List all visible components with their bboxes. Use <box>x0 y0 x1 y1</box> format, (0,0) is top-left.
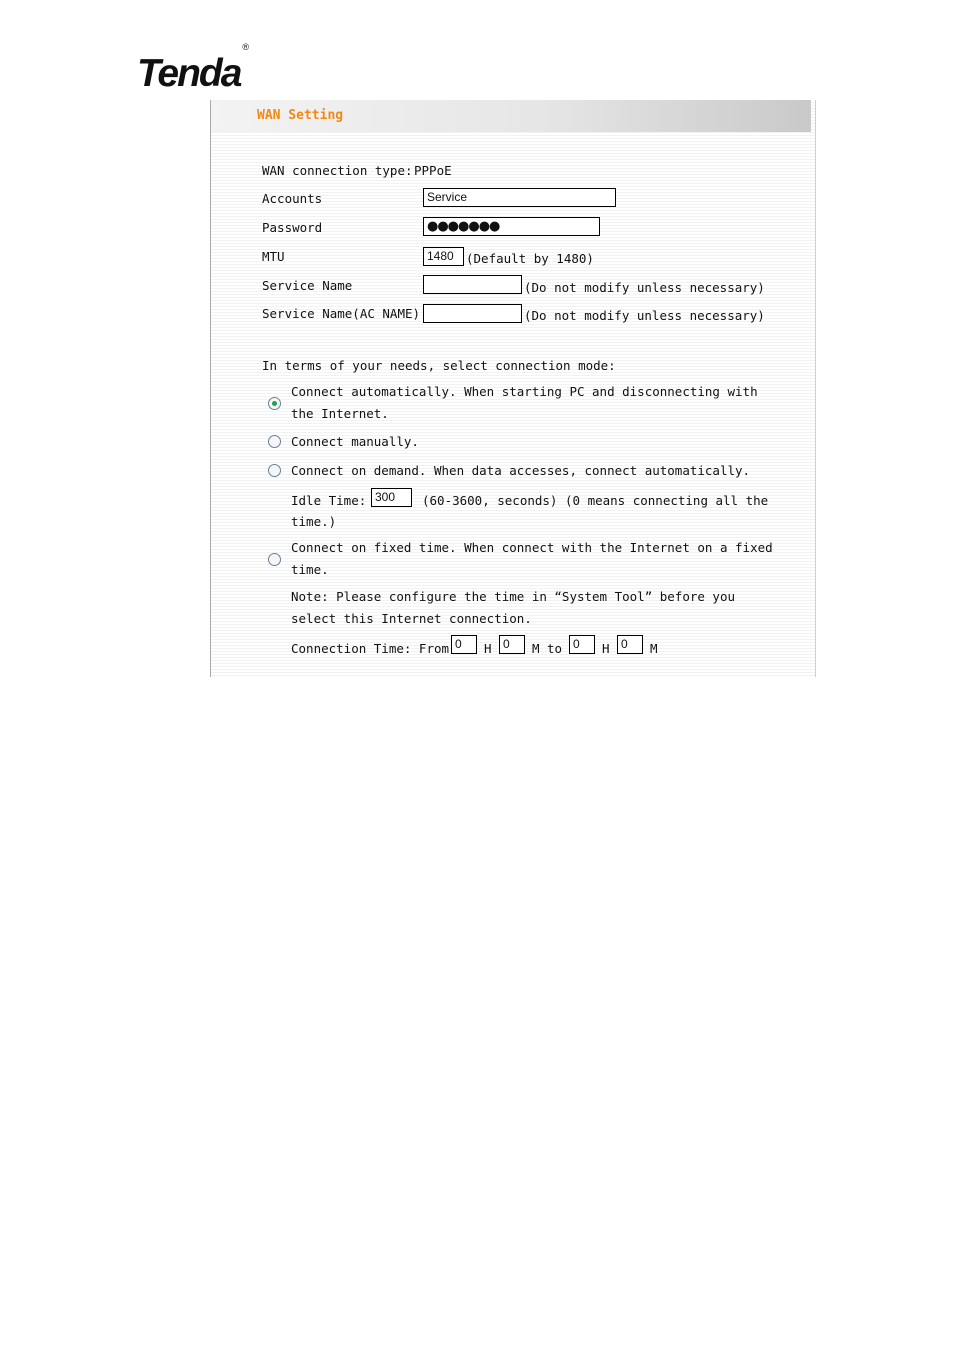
idle-time-note: (60-3600, seconds) (0 means connecting all the <box>422 493 769 508</box>
mode-fixed-line2: time. <box>291 562 329 577</box>
wan-setting-panel <box>210 100 816 677</box>
radio-manual[interactable] <box>268 435 281 448</box>
password-input[interactable]: ●●●●●●● <box>423 217 600 236</box>
wan-type-value: PPPoE <box>414 163 452 178</box>
from-hour-input[interactable]: 0 <box>451 635 477 654</box>
mode-auto-line1: Connect automatically. When starting PC and disconnecting with <box>291 384 758 399</box>
to-minute-unit: M <box>650 641 658 656</box>
ac-name-note: (Do not modify unless necessary) <box>524 308 765 323</box>
mode-manual-label: Connect manually. <box>291 434 419 449</box>
accounts-label: Accounts <box>262 191 323 206</box>
note-line1: Note: Please configure the time in “System Tool” before you <box>291 589 736 604</box>
registered-mark: ® <box>242 42 250 52</box>
mode-demand-label: Connect on demand. When data accesses, connect automatically. <box>291 463 751 478</box>
mtu-input[interactable]: 1480 <box>423 247 464 266</box>
service-name-note: (Do not modify unless necessary) <box>524 280 765 295</box>
connection-time-label: Connection Time: From <box>291 641 450 656</box>
service-name-label: Service Name <box>262 278 353 293</box>
note-line2: select this Internet connection. <box>291 611 532 626</box>
ac-name-label: Service Name(AC NAME) <box>262 306 421 321</box>
to-label: to <box>547 641 563 656</box>
from-hour-unit: H <box>484 641 492 656</box>
tenda-logo: Tenda® <box>137 42 250 95</box>
radio-demand[interactable] <box>268 464 281 477</box>
mode-auto-line2: the Internet. <box>291 406 389 421</box>
radio-auto[interactable] <box>268 397 281 410</box>
wan-type-label: WAN connection type: <box>262 163 413 178</box>
ac-name-input[interactable] <box>423 304 522 323</box>
idle-time-note-2: time.) <box>291 514 337 529</box>
from-minute-input[interactable]: 0 <box>499 635 525 654</box>
panel-title-bar <box>211 100 811 132</box>
mtu-label: MTU <box>262 249 285 264</box>
panel-title: WAN Setting <box>257 108 344 123</box>
to-hour-input[interactable]: 0 <box>569 635 595 654</box>
to-minute-input[interactable]: 0 <box>617 635 643 654</box>
idle-time-input[interactable]: 300 <box>371 488 412 507</box>
mtu-note: (Default by 1480) <box>466 251 594 266</box>
mode-prompt: In terms of your needs, select connection mode: <box>262 358 616 373</box>
mode-fixed-line1: Connect on fixed time. When connect with the Internet on a fixed <box>291 540 773 555</box>
from-minute-unit: M <box>532 641 540 656</box>
password-label: Password <box>262 220 323 235</box>
to-hour-unit: H <box>602 641 610 656</box>
service-name-input[interactable] <box>423 275 522 294</box>
accounts-input[interactable]: Service <box>423 188 616 207</box>
radio-fixed[interactable] <box>268 553 281 566</box>
idle-time-label: Idle Time: <box>291 493 367 508</box>
